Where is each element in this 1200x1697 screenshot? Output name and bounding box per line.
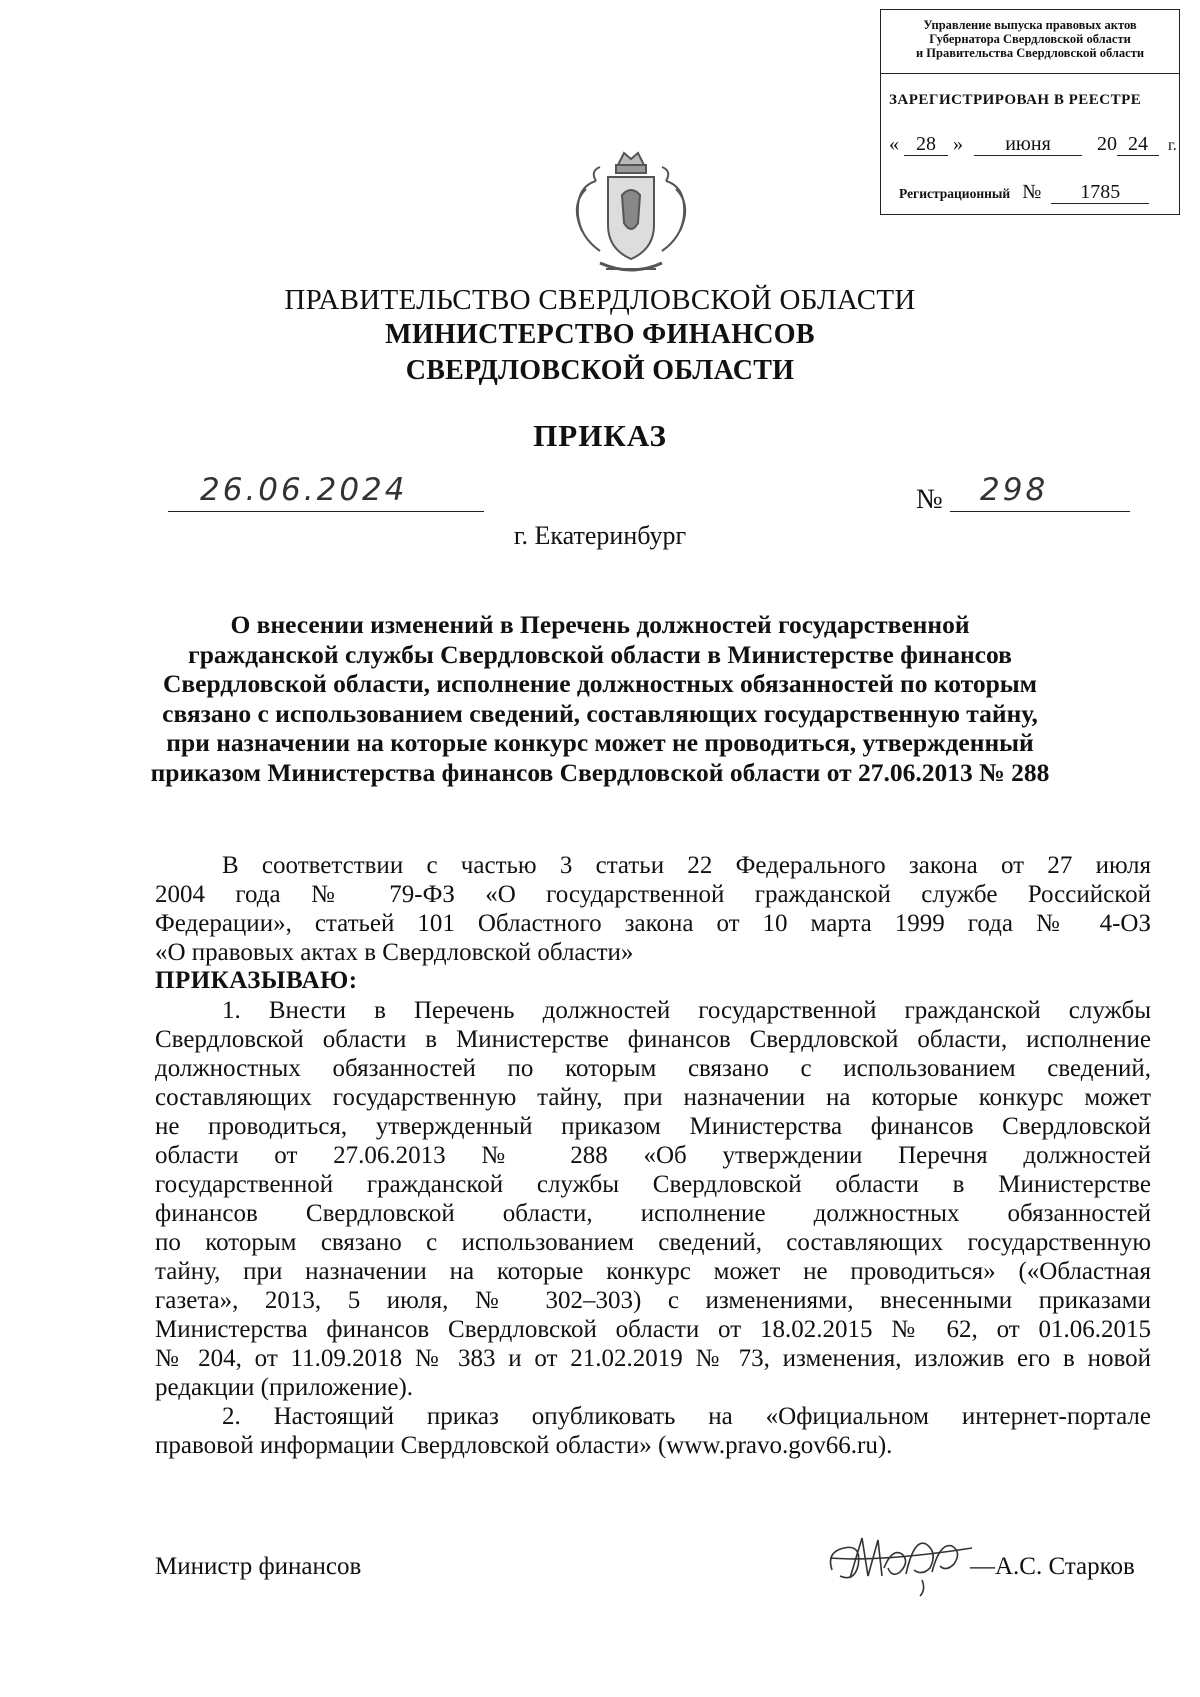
handwritten-number: 298 <box>980 472 1049 508</box>
stamp-quote-open: « <box>889 133 899 155</box>
stamp-year-suffix: 24 <box>1117 133 1159 156</box>
text-line: Федерации», статьей 101 Областного закона от 10 марта 1999 года № 4-ОЗ <box>155 910 1151 937</box>
stamp-quote-close: » <box>953 133 963 155</box>
handwritten-signature-icon <box>822 1518 982 1598</box>
stamp-reg-number <box>899 181 1149 204</box>
text-line: Свердловской области в Министерстве финансов Свердловской области, исполнение <box>155 1026 1151 1053</box>
text-line: 2. Настоящий приказ опубликовать на «Официальном интернет-портале <box>222 1403 1151 1430</box>
item-1-paragraph <box>155 996 1151 1402</box>
text-line: «О правовых актах в Свердловской области» <box>155 939 634 966</box>
ordered-keyword: ПРИКАЗЫВАЮ: <box>155 967 358 994</box>
text-line: № 204, от 11.09.2018 № 383 и от 21.02.2019 № 73, изменения, изложив его в новой <box>155 1345 1151 1372</box>
document-title <box>140 610 1060 787</box>
text-line: области от 27.06.2013 № 288 «Об утверждении Перечня должностей <box>155 1142 1151 1169</box>
text-line: редакции (приложение). <box>155 1374 414 1401</box>
title-line: при назначении на которые конкурс может не проводиться, утвержденный <box>166 728 1034 757</box>
signatory-position: Министр финансов <box>155 1553 362 1580</box>
stamp-header-line: и Правительства Свердловской области <box>915 46 1145 60</box>
item-2-paragraph <box>155 1402 1151 1460</box>
text-line: правовой информации Свердловской области» (www.pravo.gov66.ru). <box>155 1432 893 1459</box>
coat-of-arms-icon <box>556 145 706 285</box>
text-line: по которым связано с использованием сведений, составляющих государственную <box>155 1229 1151 1256</box>
stamp-month: июня <box>974 133 1082 156</box>
signatory-name: —А.С. Старков <box>970 1553 1135 1580</box>
stamp-header-line: Губернатора Свердловской области <box>929 32 1131 46</box>
text-line: 2004 года № 79-ФЗ «О государственной гражданской службе Российской <box>155 881 1151 908</box>
stamp-reg-label: Регистрационный <box>899 186 1011 201</box>
handwritten-date: 26.06.2024 <box>200 472 408 508</box>
stamp-header <box>881 10 1179 74</box>
stamp-registered-label: ЗАРЕГИСТРИРОВАН В РЕЕСТРЕ <box>889 92 1142 108</box>
text-line: финансов Свердловской области, исполнение должностных обязанностей <box>155 1200 1151 1227</box>
text-line: не проводиться, утвержденный приказом Министерства финансов Свердловской <box>155 1113 1151 1140</box>
ministry-heading-line: СВЕРДЛОВСКОЙ ОБЛАСТИ <box>405 355 795 386</box>
text-line: 1. Внести в Перечень должностей государственной гражданской службы <box>222 997 1151 1024</box>
preamble-paragraph <box>155 851 1151 967</box>
ministry-heading-line: МИНИСТЕРСТВО ФИНАНСОВ <box>385 319 815 350</box>
text-line: Министерства финансов Свердловской области от 18.02.2015 № 62, от 01.06.2015 <box>155 1316 1151 1343</box>
stamp-year-prefix: 20 <box>1097 133 1117 155</box>
text-line: газета», 2013, 5 июля, № 302–303) с изменениями, внесенными приказами <box>155 1287 1151 1314</box>
title-line: гражданской службы Свердловской области в Министерстве финансов <box>188 639 1012 669</box>
number-sign: № <box>916 484 943 515</box>
stamp-day: 28 <box>904 133 948 156</box>
registration-stamp <box>880 9 1180 215</box>
ministry-heading <box>0 317 1200 389</box>
date-underline <box>168 511 484 512</box>
government-heading: ПРАВИТЕЛЬСТВО СВЕРДЛОВСКОЙ ОБЛАСТИ <box>284 284 916 316</box>
stamp-year-unit: г. <box>1168 137 1177 154</box>
text-line: государственной гражданской службы Свердловской области в Министерстве <box>155 1171 1151 1198</box>
title-line: связано с использованием сведений, составляющих государственную тайну, <box>162 698 1038 728</box>
stamp-reg-value: 1785 <box>1051 181 1149 204</box>
title-line: приказом Министерства финансов Свердловской области от 27.06.2013 № 288 <box>150 757 1050 787</box>
text-line: В соответствии с частью 3 статьи 22 Федерального закона от 27 июля <box>222 852 1151 879</box>
stamp-date <box>889 133 1177 156</box>
stamp-no-sign: № <box>1022 181 1042 203</box>
title-line: О внесении изменений в Перечень должностей государственной <box>230 610 970 639</box>
text-line: составляющих государственную тайну, при назначении на которые конкурс может <box>155 1084 1151 1111</box>
text-line: тайну, при назначении на которые конкурс может не проводиться» («Областная <box>155 1258 1151 1285</box>
number-underline <box>950 511 1130 512</box>
title-line: Свердловской области, исполнение должностных обязанностей по которым <box>162 669 1038 698</box>
city: г. Екатеринбург <box>513 521 687 550</box>
text-line: должностных обязанностей по которым связано с использованием сведений, <box>155 1055 1151 1082</box>
document-type: ПРИКАЗ <box>533 418 667 453</box>
stamp-header-line: Управление выпуска правовых актов <box>923 18 1137 32</box>
